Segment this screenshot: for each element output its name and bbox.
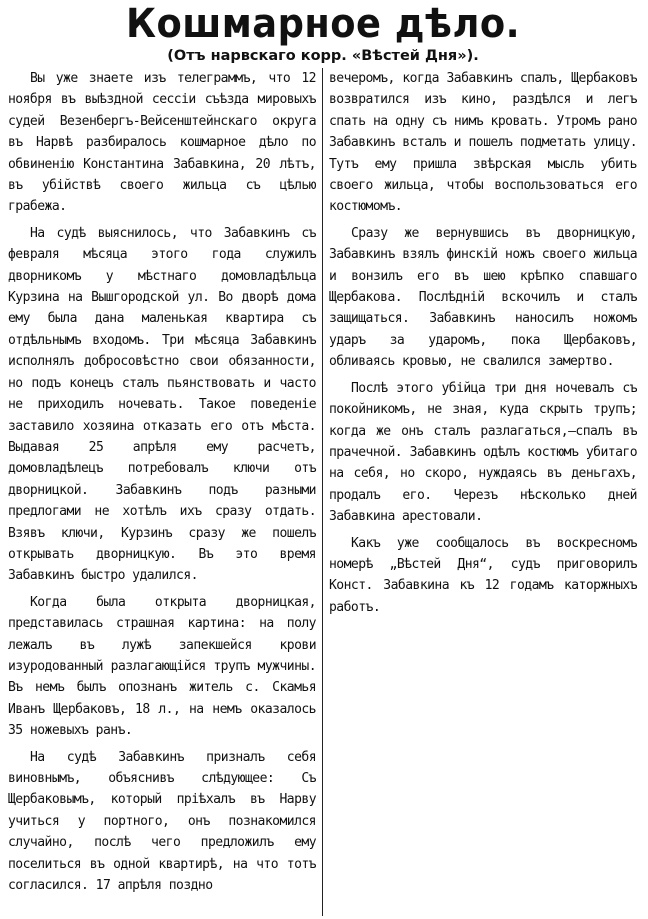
article-body	[8, 68, 638, 916]
paragraph: Послѣ этого убійца три дня ночевалъ съ покойникомъ, не зная, куда скрыть трупъ; когда же онъ сталъ разлагаться,—спалъ въ прачечной. Забавкинъ одѣлъ костюмъ убитаго на себя, но скоро, нуждаясь въ деньгахъ, продалъ его. Черезъ нѣсколько дней Забавкина арестовали.	[329, 380, 637, 525]
article-byline: (Отъ нарвскаго корр. «Вѣстей Дня»).	[167, 48, 479, 64]
paragraph: На судѣ Забавкинъ призналъ себя виновнымъ, объяснивъ слѣдующее: Съ Щербаковымъ, который пріѣхалъ въ Нарву учиться у портного, онъ познакомился случайно, послѣ чего предложилъ ему поселиться въ одной квартирѣ, на что тотъ согласился. 17 апрѣля поздно	[8, 749, 316, 894]
paragraph: Вы уже знаете изъ телеграммъ, что 12 ноября въ выѣздной сессіи съѣзда мировыхъ судей Везенбергъ-Вейсенштейнскаго округа въ Нарвѣ разбиралось кошмарное дѣло по обвиненію Константина Забавкина, 20 лѣтъ, въ убійствѣ своего жильца съ цѣлью грабежа.	[8, 71, 316, 215]
paragraph-continued: вечеромъ, когда Забавкинъ спалъ, Щербаковъ возвратился изъ кино, раздѣлся и легъ спать на одну съ нимъ кровать. Утромъ рано Забавкинъ всталъ и пошелъ подметать улицу. Тутъ ему пришла звѣрская мысль убить своего жильца, чтобы воспользоваться его костюмомъ.	[329, 71, 637, 215]
paragraph: Когда была открыта дворницкая, представилась страшная картина: на полу лежалъ въ лужѣ запекшейся крови изуродованный разлагающійся трупъ мужчины. Въ немъ былъ опознанъ житель с. Скамья Иванъ Щербаковъ, 18 л., на немъ оказалось 35 ножевыхъ ранъ.	[8, 594, 316, 739]
paragraph: Сразу же вернувшись въ дворницкую, Забавкинъ взялъ финскій ножъ своего жильца и вонзилъ его въ шею крѣпко спавшаго Щербакова. Послѣдній вскочилъ и сталъ защищаться. Забавкинъ наносилъ ножомъ ударъ за ударомъ, пока Щербаковъ, обливаясь кровью, не свалился замертво.	[329, 225, 637, 370]
article-headline: Кошмарное дѣло.	[125, 1, 521, 47]
right-column	[323, 68, 637, 916]
left-column	[8, 68, 322, 916]
paragraph: На судѣ выяснилось, что Забавкинъ съ февраля мѣсяца этого года служилъ дворникомъ у мѣстнаго домовладѣльца Курзина на Вышгородской ул. Во дворѣ дома ему была дана маленькая квартира съ отдѣльнымъ входомъ. Три мѣсяца Забавкинъ исполнялъ добросовѣстно свои обязанности, но подъ конецъ сталъ пьянствовать и часто не приходилъ ночевать. Такое поведеніе заставило хозяина отказать его отъ мѣста. Выдавая 25 апрѣля ему расчетъ, домовладѣлецъ потребовалъ ключи отъ дворницкой. Забавкинъ подъ разными предлогами не хотѣлъ ихъ сразу отдать. Взявъ ключи, Курзинъ сразу же пошелъ открывать дворницкую. Въ это время Забавкинъ быстро удалился.	[8, 225, 316, 584]
paragraph: Какъ уже сообщалось въ воскресномъ номерѣ „Вѣстей Дня“, судъ приговорилъ Конст. Забавкина къ 12 годамъ каторжныхъ работъ.	[329, 535, 637, 615]
